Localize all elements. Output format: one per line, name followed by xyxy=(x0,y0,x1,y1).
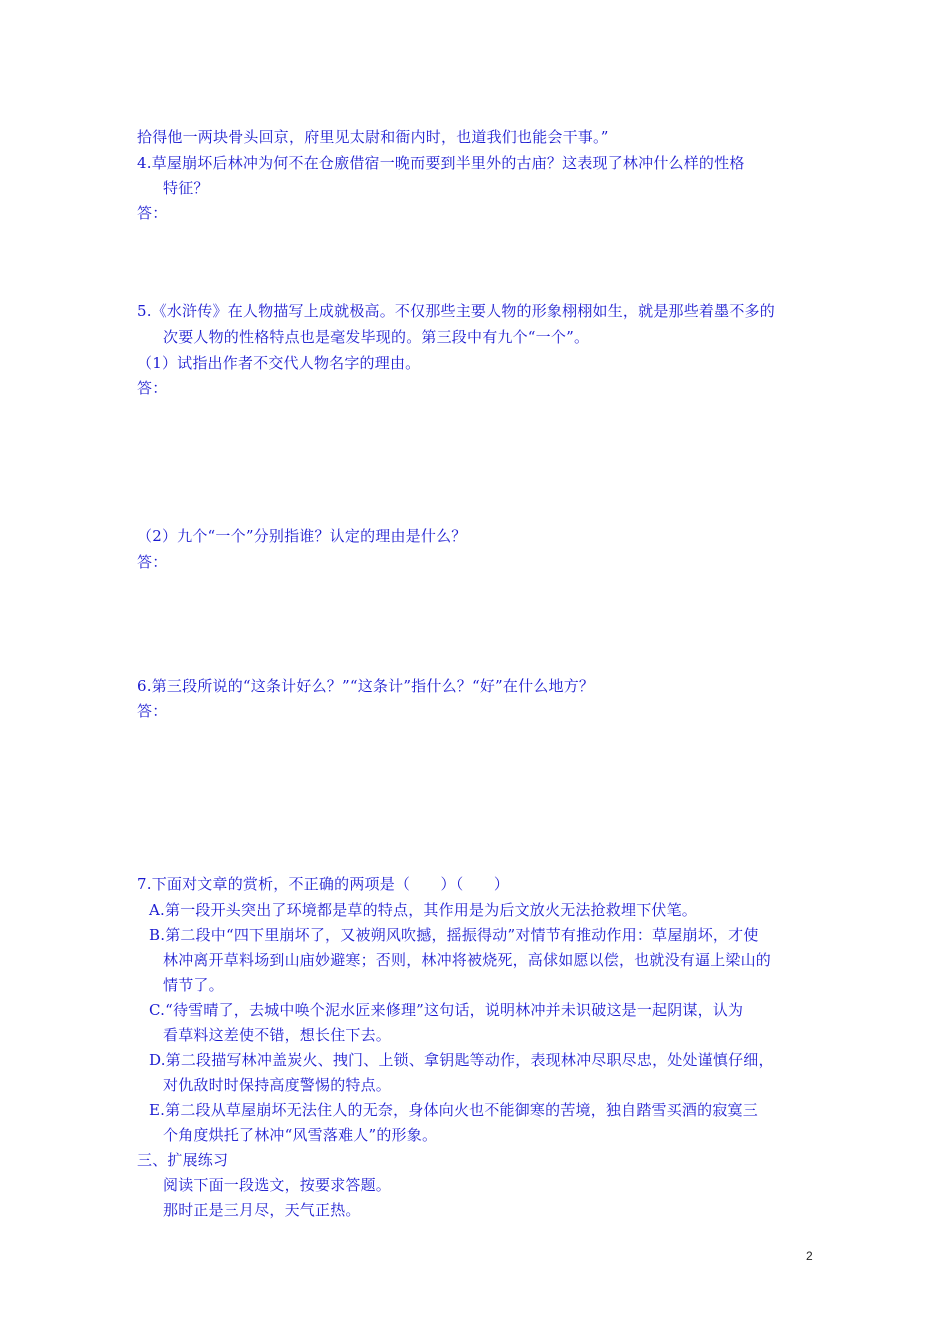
question-5: 5.《水浒传》在人物描写上成就极高。不仅那些主要人物的形象栩栩如生，就是那些着墨不多的 xyxy=(137,302,775,320)
answer-label: 答： xyxy=(137,204,168,222)
text-line: 那时正是三月尽，天气正热。 xyxy=(163,1201,361,1219)
question-5-cont: 次要人物的性格特点也是毫发毕现的。第三段中有九个“一个”。 xyxy=(163,328,590,346)
option-c: C.“待雪晴了，去城中唤个泥水匠来修理”这句话，说明林冲并未识破这是一起阴谋，认为 xyxy=(149,1001,744,1019)
option-d: D.第二段描写林冲盖炭火、拽门、上锁、拿钥匙等动作，表现林冲尽职尽忠，处处谨慎仔细， xyxy=(149,1051,774,1069)
option-e: E.第二段从草屋崩坏无法住人的无奈，身体向火也不能御寒的苦境，独自踏雪买酒的寂寞三 xyxy=(149,1101,758,1119)
question-5-2: （2）九个“一个”分别指谁？认定的理由是什么？ xyxy=(137,527,467,545)
question-5-1: （1）试指出作者不交代人物名字的理由。 xyxy=(137,354,421,372)
section-heading: 三、扩展练习 xyxy=(137,1151,229,1169)
option-e-cont: 个角度烘托了林冲“风雪落难人”的形象。 xyxy=(163,1126,438,1144)
option-b-cont: 情节了。 xyxy=(163,976,224,994)
question-4: 4.草屋崩坏后林冲为何不在仓廒借宿一晚而要到半里外的古庙？这表现了林冲什么样的性格 xyxy=(137,154,745,172)
text-line: 拾得他一两块骨头回京，府里见太尉和衙内时，也道我们也能会干事。” xyxy=(137,128,609,146)
page-number: 2 xyxy=(806,1249,813,1263)
answer-label: 答： xyxy=(137,553,168,571)
question-7: 7.下面对文章的赏析，不正确的两项是（ ）（ ） xyxy=(137,875,510,893)
answer-label: 答： xyxy=(137,379,168,397)
option-b-cont: 林冲离开草料场到山庙妙避寒；否则，林冲将被烧死，高俅如愿以偿，也就没有逼上梁山的 xyxy=(163,951,772,969)
option-d-cont: 对仇敌时时保持高度警惕的特点。 xyxy=(163,1076,392,1094)
answer-label: 答： xyxy=(137,702,168,720)
option-c-cont: 看草料这差使不错，想长住下去。 xyxy=(163,1026,392,1044)
question-4-cont: 特征？ xyxy=(163,179,209,197)
question-6: 6.第三段所说的“这条计好么？”“这条计”指什么？“好”在什么地方？ xyxy=(137,677,595,695)
option-b: B.第二段中“四下里崩坏了，又被朔风吹撼，摇振得动”对情节有推动作用：草屋崩坏，才使 xyxy=(149,926,759,944)
text-line: 阅读下面一段选文，按要求答题。 xyxy=(163,1176,392,1194)
option-a: A.第一段开头突出了环境都是草的特点，其作用是为后文放火无法抢救埋下伏笔。 xyxy=(149,901,698,919)
